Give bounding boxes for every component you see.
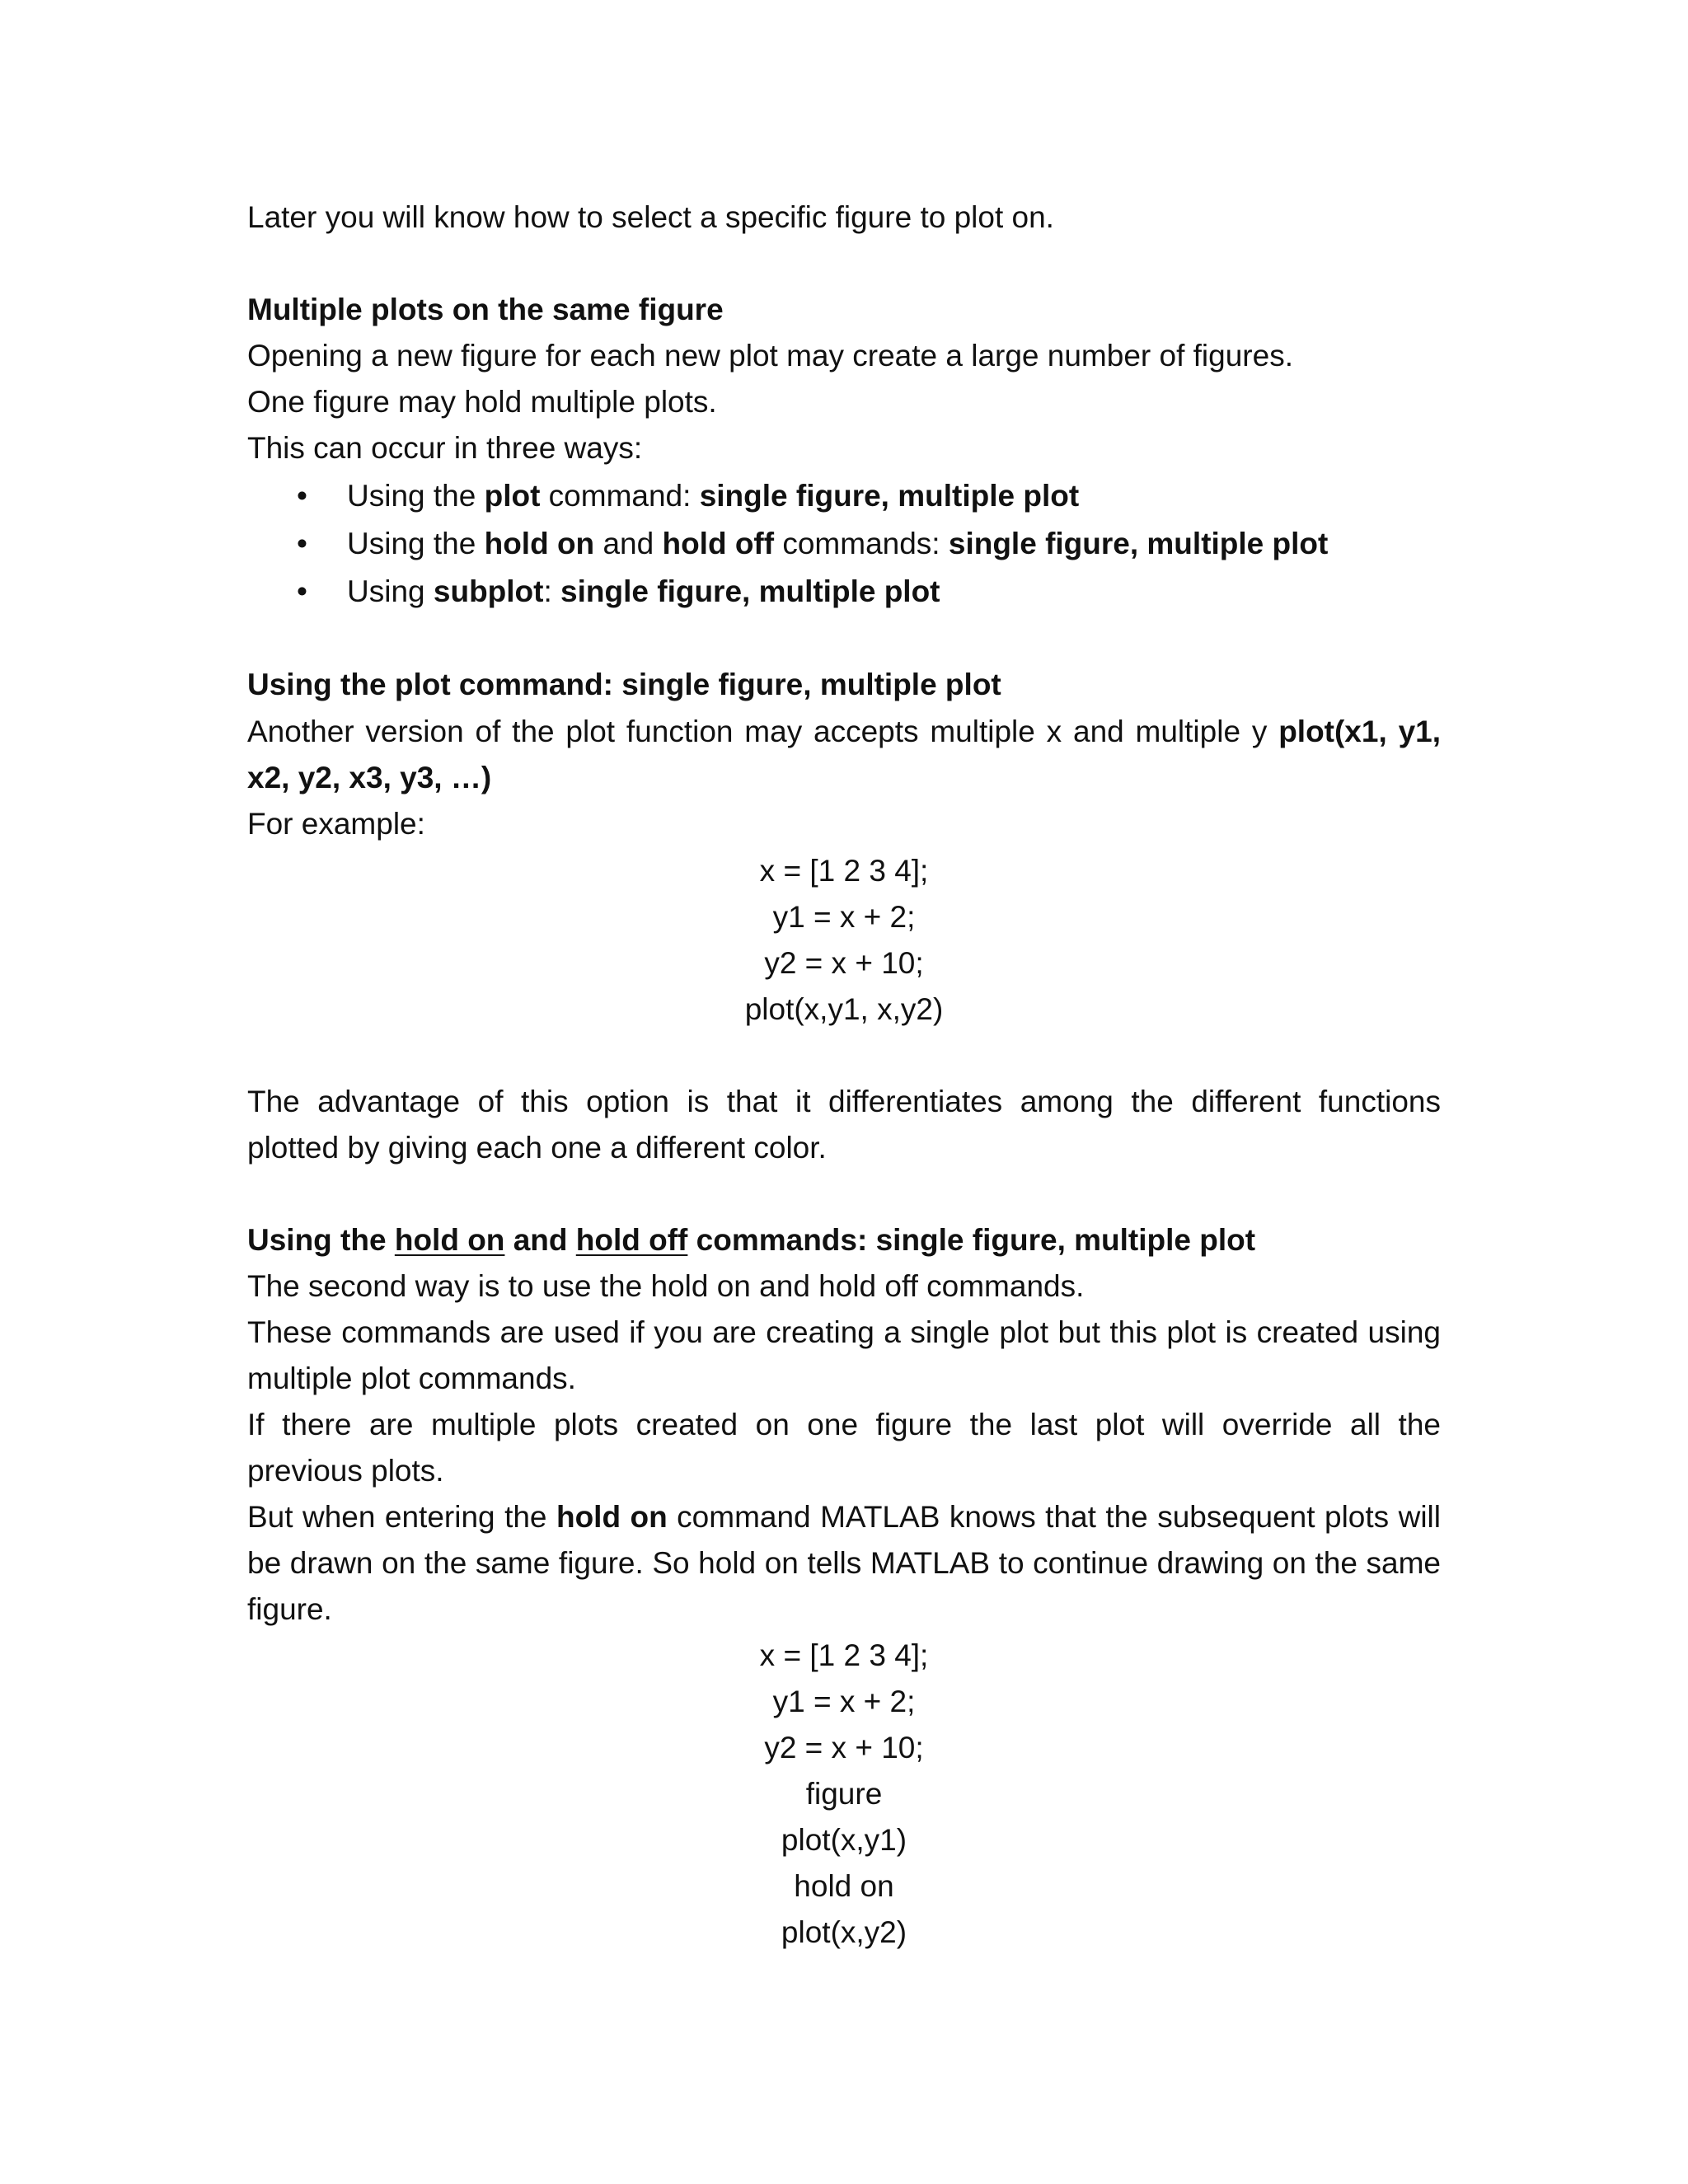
paragraph: x2, y2, x3, y3, …): [247, 761, 492, 794]
bullet-icon: •: [297, 479, 307, 513]
paragraph: multiple plot commands.: [247, 1361, 576, 1395]
code-line: y2 = x + 10;: [764, 1731, 924, 1765]
bullet-icon: •: [297, 527, 307, 560]
code-line: plot(x,y2): [781, 1915, 907, 1949]
paragraph: previous plots.: [247, 1454, 444, 1488]
paragraph: plotted by giving each one a different color.: [247, 1131, 827, 1165]
code-line: figure: [805, 1777, 883, 1811]
code-line: plot(x,y1, x,y2): [744, 992, 944, 1026]
bullet-icon: •: [297, 574, 307, 608]
paragraph: Another version of the plot function may accepts multiple x and multiple y plot(x1, y1,: [247, 715, 1442, 748]
paragraph: figure.: [247, 1592, 332, 1626]
paragraph: For example:: [247, 807, 425, 841]
paragraph: But when entering the hold on command MATLAB knows that the subsequent plots will: [247, 1500, 1441, 1534]
code-line: hold on: [794, 1869, 894, 1903]
section-heading: Using the hold on and hold off commands: single figure, multiple plot: [247, 1223, 1256, 1257]
paragraph: If there are multiple plots created on one figure the last plot will override all the: [247, 1408, 1441, 1441]
intro-text: Later you will know how to select a specific figure to plot on.: [247, 200, 1054, 234]
paragraph: be drawn on the same figure. So hold on tells MATLAB to continue drawing on the same: [247, 1546, 1441, 1580]
section-heading: Multiple plots on the same figure: [247, 293, 724, 326]
code-line: x = [1 2 3 4];: [759, 1638, 929, 1672]
code-line: plot(x,y1): [781, 1823, 907, 1857]
paragraph: These commands are used if you are creating a single plot but this plot is created using: [247, 1315, 1441, 1349]
paragraph: This can occur in three ways:: [247, 431, 643, 465]
code-line: x = [1 2 3 4];: [759, 854, 929, 888]
paragraph: The advantage of this option is that it differentiates among the different functions: [247, 1085, 1441, 1118]
paragraph: Opening a new figure for each new plot may create a large number of figures.: [247, 339, 1293, 373]
code-line: y2 = x + 10;: [764, 946, 924, 980]
section-heading: Using the plot command: single figure, multiple plot: [247, 668, 1001, 701]
code-line: y1 = x + 2;: [772, 1685, 916, 1718]
paragraph: The second way is to use the hold on and hold off commands.: [247, 1269, 1085, 1303]
code-line: y1 = x + 2;: [772, 900, 916, 934]
paragraph: One figure may hold multiple plots.: [247, 385, 717, 419]
